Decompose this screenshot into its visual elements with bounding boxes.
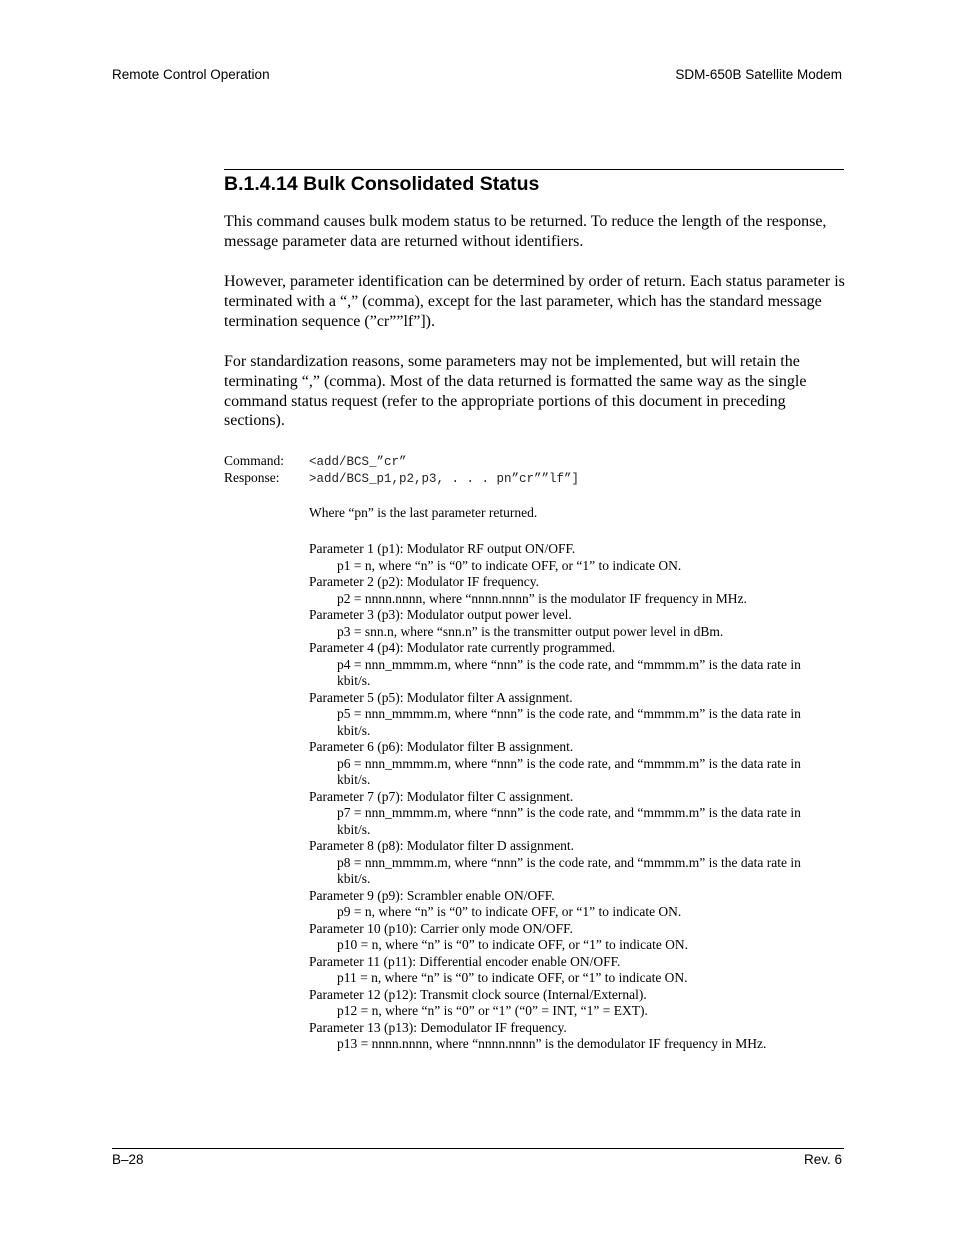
- body-paragraph: For standardization reasons, some parameters may not be implemented, but will retain the terminating “,” (comma). Most of the data returned is formatted the same way as the single command status request (refer to the appropriate portions of this document in preceding sections).: [224, 353, 807, 430]
- page-number: B–28: [112, 1152, 144, 1167]
- parameter-item: [309, 607, 829, 640]
- body-paragraph: However, parameter identification can be determined by order of return. Each status parameter is terminated with a “,” (comma), except for the last parameter, which has the standard message termination sequence (”cr””lf”]).: [224, 273, 845, 330]
- section-rule: [224, 169, 844, 170]
- parameter-description: p5 = nnn_mmmm.m, where “nnn” is the code rate, and “mmmm.m” is the data rate in kbit/s.: [337, 706, 801, 738]
- revision-label: Rev. 6: [803, 1152, 842, 1167]
- section-title: B.1.4.14 Bulk Consolidated Status: [224, 173, 540, 195]
- parameter-heading: Parameter 13 (p13): Demodulator IF frequency.: [309, 1019, 567, 1035]
- parameter-item: [309, 987, 829, 1020]
- parameter-item: [309, 921, 829, 954]
- response-row: [224, 469, 579, 488]
- parameter-description: p12 = n, where “n” is “0” or “1” (“0” = INT, “1” = EXT).: [337, 1003, 648, 1018]
- running-header-left: Remote Control Operation: [112, 67, 270, 82]
- running-header-right: SDM-650B Satellite Modem: [675, 67, 842, 82]
- parameter-heading: Parameter 5 (p5): Modulator filter A assignment.: [309, 689, 573, 705]
- parameter-description: p7 = nnn_mmmm.m, where “nnn” is the code rate, and “mmmm.m” is the data rate in kbit/s.: [337, 805, 801, 837]
- parameter-description: p13 = nnnn.nnnn, where “nnnn.nnnn” is the demodulator IF frequency in MHz.: [337, 1036, 767, 1051]
- parameter-item: [309, 739, 829, 789]
- parameter-description: p11 = n, where “n” is “0” to indicate OFF, or “1” to indicate ON.: [337, 970, 688, 985]
- parameter-item: [309, 640, 829, 690]
- parameter-heading: Parameter 4 (p4): Modulator rate currently programmed.: [309, 640, 616, 655]
- parameter-heading: Parameter 1 (p1): Modulator RF output ON/OFF.: [309, 541, 576, 556]
- response-syntax: >add/BCS_p1,p2,p3, . . . pn”cr””lf”]: [309, 472, 580, 486]
- footer-rule: [112, 1148, 844, 1149]
- body-paragraph: This command causes bulk modem status to be returned. To reduce the length of the response, message parameter data are returned without identifiers.: [224, 213, 827, 250]
- command-syntax: <add/BCS_”cr”: [309, 455, 407, 469]
- parameter-item: [309, 954, 829, 987]
- parameter-list: [309, 541, 829, 1053]
- parameter-description: p9 = n, where “n” is “0” to indicate OFF, or “1” to indicate ON.: [337, 904, 682, 919]
- parameter-heading: Parameter 6 (p6): Modulator filter B assignment.: [309, 739, 574, 754]
- parameter-description: p4 = nnn_mmmm.m, where “nnn” is the code rate, and “mmmm.m” is the data rate in kbit/s.: [337, 656, 801, 688]
- parameter-description: p8 = nnn_mmmm.m, where “nnn” is the code rate, and “mmmm.m” is the data rate in kbit/s.: [337, 854, 801, 886]
- parameter-heading: Parameter 8 (p8): Modulator filter D assignment.: [309, 838, 575, 853]
- parameter-item: [309, 1020, 829, 1053]
- parameter-item: [309, 574, 829, 607]
- parameter-description: p10 = n, where “n” is “0” to indicate OFF, or “1” to indicate ON.: [337, 937, 689, 952]
- parameter-item: [309, 888, 829, 921]
- parameter-heading: Parameter 12 (p12): Transmit clock source (Internal/External).: [309, 986, 647, 1002]
- parameter-description: p1 = n, where “n” is “0” to indicate OFF, or “1” to indicate ON.: [337, 557, 682, 573]
- parameter-description: p6 = nnn_mmmm.m, where “nnn” is the code rate, and “mmmm.m” is the data rate in kbit/s.: [337, 755, 801, 787]
- parameter-description: p2 = nnnn.nnnn, where “nnnn.nnnn” is the modulator IF frequency in MHz.: [337, 590, 747, 606]
- parameter-heading: Parameter 9 (p9): Scrambler enable ON/OFF.: [309, 887, 555, 903]
- parameter-heading: Parameter 3 (p3): Modulator output power level.: [309, 607, 572, 622]
- parameter-heading: Parameter 11 (p11): Differential encoder enable ON/OFF.: [309, 953, 621, 969]
- parameter-item: [309, 541, 829, 574]
- parameter-item: [309, 838, 829, 888]
- parameter-heading: Parameter 7 (p7): Modulator filter C assignment.: [309, 788, 574, 804]
- parameter-heading: Parameter 10 (p10): Carrier only mode ON/OFF.: [309, 920, 573, 936]
- command-label: Command:: [224, 453, 284, 468]
- response-label: Response:: [224, 470, 280, 485]
- parameter-item: [309, 789, 829, 839]
- parameter-description: p3 = snn.n, where “snn.n” is the transmitter output power level in dBm.: [337, 623, 724, 639]
- where-note: Where “pn” is the last parameter returned.: [309, 505, 538, 520]
- parameter-item: [309, 690, 829, 740]
- parameter-heading: Parameter 2 (p2): Modulator IF frequency.: [309, 574, 540, 589]
